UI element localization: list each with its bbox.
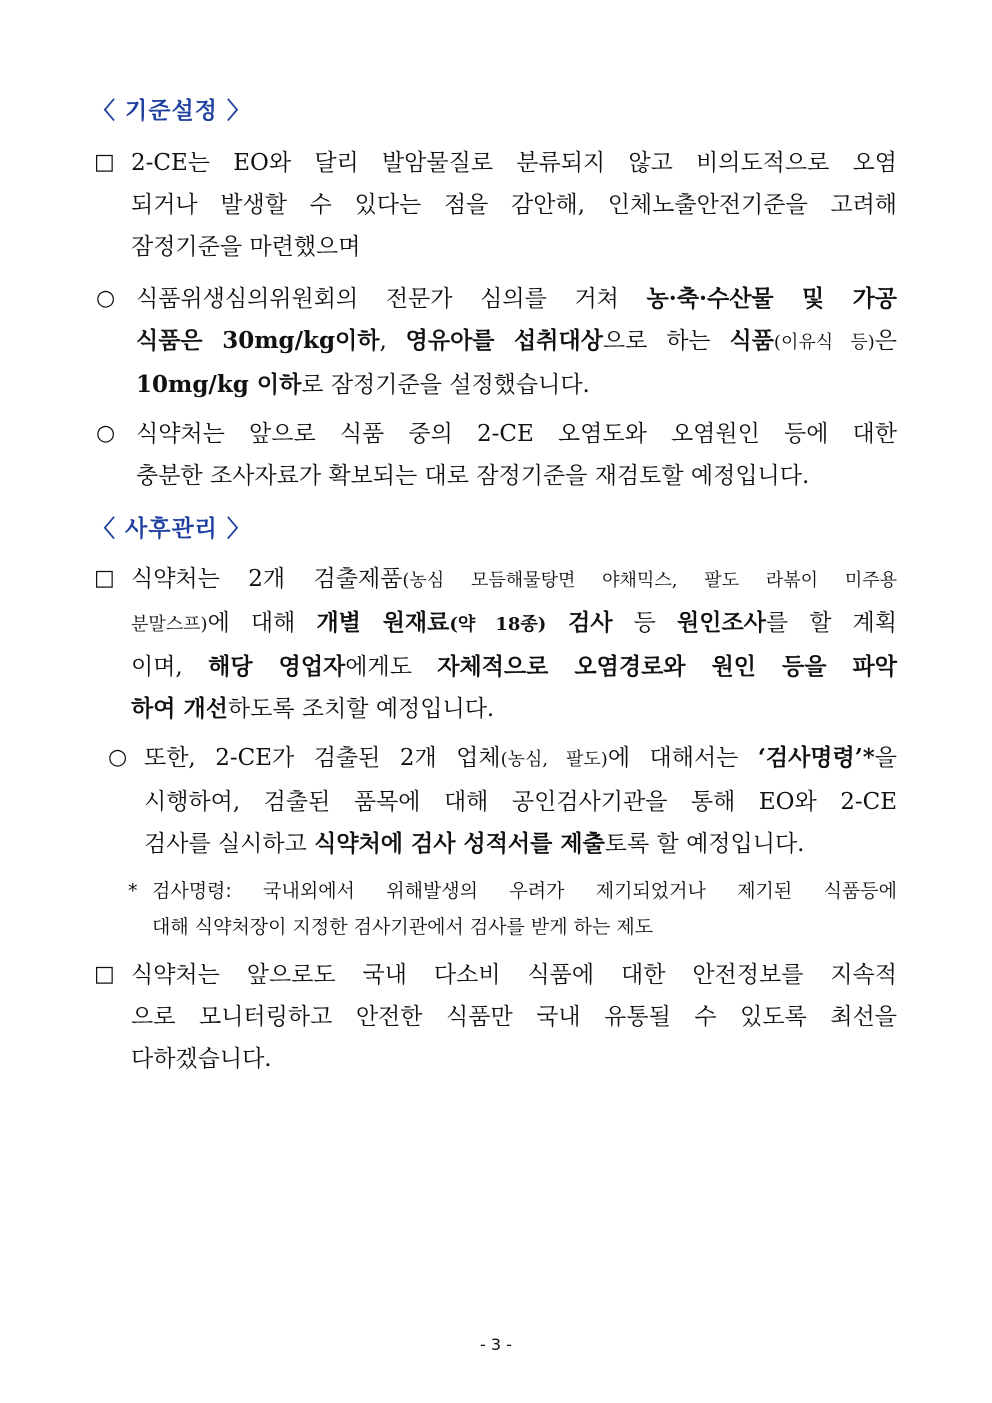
emphasis: 원인조사	[677, 609, 766, 636]
text-run: 식약처는 2개 검출제품	[131, 566, 403, 592]
emphasis-small: (약 18종)	[449, 614, 547, 635]
paragraph-line: 다하겠습니다.	[131, 1046, 272, 1072]
square-bullet-icon: □	[94, 566, 115, 591]
paragraph-6	[131, 954, 897, 1080]
emphasis: 해당 영업자	[208, 653, 346, 680]
text-run: 또한, 2-CE가 검출된 2개 업체	[144, 745, 501, 771]
section-heading-standard: 〈 기준설정 〉	[92, 97, 251, 124]
text-run: 에 대해	[207, 610, 317, 636]
footnote-line: 대해 식약처장이 지정한 검사기관에서 검사를 받게 하는 제도	[152, 916, 654, 938]
page-number: - 3 -	[480, 1335, 512, 1354]
paragraph-line: 2-CE는 EO와 달리 발암물질로 분류되지 않고 비의도적으로 오염	[131, 150, 897, 176]
circle-bullet-icon: ○	[96, 421, 116, 446]
emphasis: 하여 개선	[131, 695, 228, 722]
paragraph-1	[131, 142, 897, 268]
emphasis: 식품은 30mg/kg이하	[136, 327, 380, 354]
footnote-asterisk-icon: *	[128, 880, 138, 902]
text-run: 이며,	[131, 654, 209, 680]
paragraph-line	[131, 688, 897, 730]
paragraph-line	[131, 602, 897, 646]
emphasis: 10mg/kg 이하	[136, 371, 302, 398]
text-run: 검사를 실시하고	[144, 831, 315, 857]
emphasis: 검사	[546, 609, 613, 636]
paragraph-3	[136, 413, 897, 497]
emphasis: 식품	[729, 327, 774, 354]
paragraph-line: 으로 모니터링하고 안전한 식품만 국내 유통될 수 있도록 최선을	[131, 1004, 897, 1030]
text-run: 를 할 계획	[765, 610, 897, 636]
text-run: 로 잠정기준을 설정했습니다.	[301, 372, 590, 398]
paragraph-line	[131, 646, 897, 688]
square-bullet-icon: □	[94, 150, 115, 175]
text-run: 토록 할 예정입니다.	[604, 831, 805, 857]
emphasis: 영유아를 섭취대상	[405, 327, 603, 354]
paragraph-2	[136, 278, 897, 406]
text-run: 등	[612, 610, 678, 636]
emphasis: ‘검사명령’*	[757, 744, 875, 771]
emphasis: 식약처에 검사 성적서를 제출	[314, 830, 605, 857]
paragraph-line: 잠정기준을 마련했으며	[131, 234, 361, 260]
text-run: 식품위생심의위원회의 전문가 심의를 거쳐	[136, 286, 647, 312]
circle-bullet-icon: ○	[108, 745, 128, 770]
emphasis: 개별 원재료	[316, 609, 450, 636]
section-heading-followup: 〈 사후관리 〉	[92, 515, 251, 542]
text-run: 으로 하는	[602, 328, 730, 354]
text-run-small: 분말스프)	[131, 614, 208, 635]
text-run-small: (농심, 팔도)	[500, 749, 608, 770]
paragraph-line: 식약처는 앞으로도 국내 다소비 식품에 대한 안전정보를 지속적	[131, 962, 897, 988]
emphasis: 농·축·수산물 및 가공	[646, 285, 898, 312]
paragraph-line	[144, 823, 897, 865]
paragraph-line: 충분한 조사자료가 확보되는 대로 잠정기준을 재검토할 예정입니다.	[136, 463, 810, 489]
footnote	[152, 873, 897, 945]
paragraph-line: 되거나 발생할 수 있다는 점을 감안해, 인체노출안전기준을 고려해	[131, 192, 897, 218]
paragraph-line	[131, 558, 897, 602]
paragraph-line: 시행하여, 검출된 품목에 대해 공인검사기관을 통해 EO와 2-CE	[144, 789, 897, 815]
text-run: 을	[874, 745, 897, 771]
text-run: 은	[874, 328, 897, 354]
paragraph-line	[136, 320, 897, 364]
text-run-small: (이유식 등)	[773, 332, 875, 353]
text-run: 하도록 조치할 예정입니다.	[227, 696, 495, 722]
text-run: 에 대해서는	[607, 745, 758, 771]
paragraph-line	[136, 364, 897, 406]
paragraph-line	[136, 278, 897, 320]
paragraph-line	[144, 737, 897, 781]
square-bullet-icon: □	[94, 962, 115, 987]
paragraph-4	[131, 558, 897, 730]
footnote-line: 검사명령: 국내외에서 위해발생의 우려가 제기되었거나 제기된 식품등에	[152, 880, 897, 902]
paragraph-line: 식약처는 앞으로 식품 중의 2-CE 오염도와 오염원인 등에 대한	[136, 421, 897, 447]
emphasis: 자체적으로 오염경로와 원인 등을 파악	[437, 653, 897, 680]
paragraph-5	[144, 737, 897, 865]
text-run: ,	[379, 328, 406, 354]
text-run: 에게도	[345, 654, 438, 680]
circle-bullet-icon: ○	[96, 286, 116, 311]
text-run-small: (농심 모듬해물탕면 야채믹스, 팔도 라볶이 미주용	[402, 570, 897, 591]
